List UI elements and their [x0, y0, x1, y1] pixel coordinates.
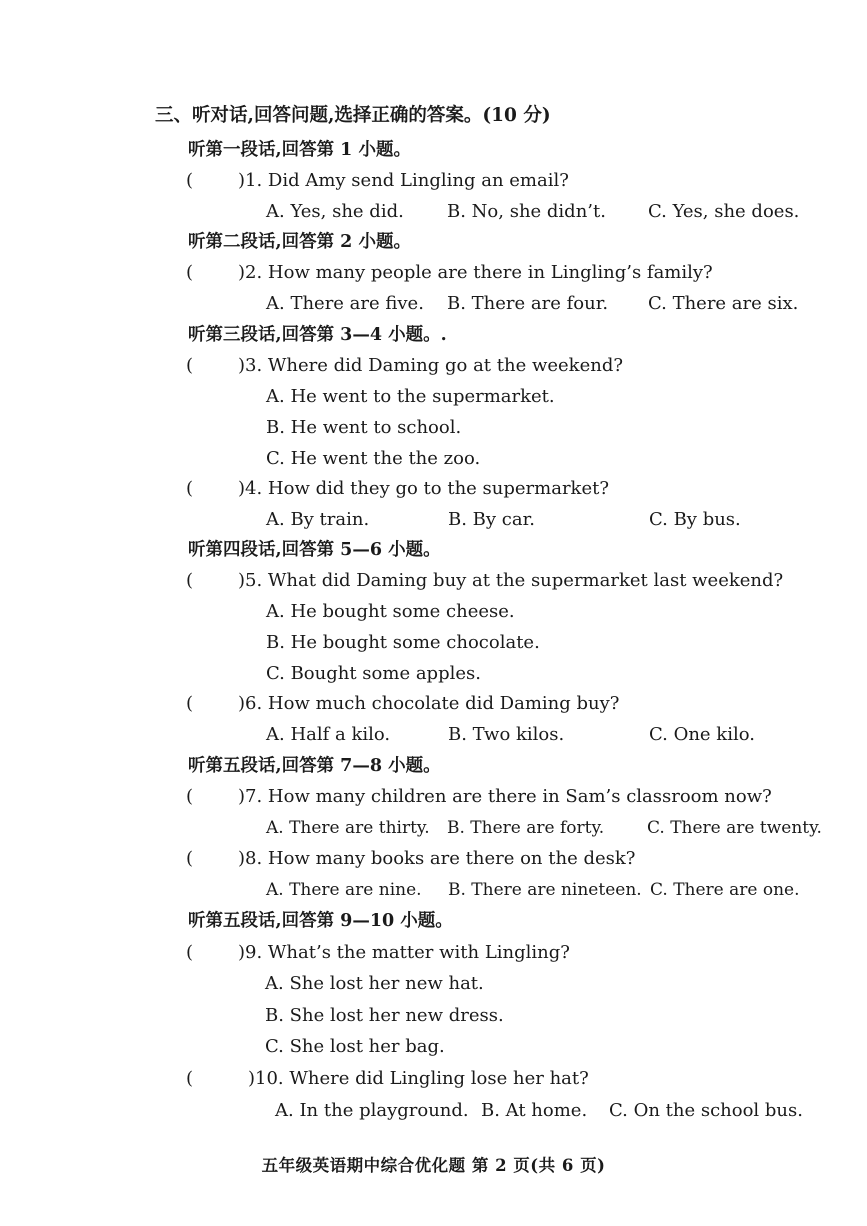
- q3-option-c: C. He went the the zoo.: [266, 448, 481, 469]
- part-heading-3: 听第三段话,回答第 3—4 小题。.: [188, 325, 447, 345]
- q1-option-b: B. No, she didn’t.: [447, 201, 606, 222]
- section-title: 三、听对话,回答问题,选择正确的答案。(10 分): [155, 105, 551, 126]
- question-10: [186, 1067, 589, 1091]
- q2-option-c: C. There are six.: [648, 293, 799, 314]
- q6-option-a: A. Half a kilo.: [266, 724, 391, 745]
- part-heading-4: 听第四段话,回答第 5—6 小题。: [188, 540, 441, 560]
- page-footer: 五年级英语期中综合优化题 第 2 页(共 6 页): [261, 1156, 606, 1175]
- answer-blank[interactable]: (: [186, 693, 194, 714]
- q10-option-b: B. At home.: [481, 1100, 588, 1121]
- question-3: [186, 354, 623, 378]
- question-text: )1. Did Amy send Lingling an email?: [238, 170, 569, 191]
- question-text: )8. How many books are there on the desk?: [238, 848, 636, 869]
- q5-option-b: B. He bought some chocolate.: [266, 632, 540, 653]
- question-2: [186, 261, 713, 285]
- question-9: [186, 941, 570, 965]
- q6-option-b: B. Two kilos.: [448, 724, 565, 745]
- question-6: [186, 692, 619, 716]
- answer-blank[interactable]: (: [186, 262, 194, 283]
- q8-option-b: B. There are nineteen.: [448, 880, 642, 900]
- question-text: )9. What’s the matter with Lingling?: [238, 942, 570, 963]
- question-5: [186, 569, 783, 593]
- q3-option-b: B. He went to school.: [266, 417, 462, 438]
- part-heading-2: 听第二段话,回答第 2 小题。: [188, 232, 411, 252]
- answer-blank[interactable]: (: [186, 942, 194, 963]
- q5-option-c: C. Bought some apples.: [266, 663, 481, 684]
- q7-option-a: A. There are thirty.: [266, 818, 430, 838]
- answer-blank[interactable]: (: [186, 355, 194, 376]
- q3-option-a: A. He went to the supermarket.: [266, 386, 555, 407]
- question-4: [186, 477, 609, 501]
- question-1: [186, 169, 569, 193]
- question-text: )3. Where did Daming go at the weekend?: [238, 355, 623, 376]
- part-heading-6: 听第五段话,回答第 9—10 小题。: [188, 911, 453, 931]
- question-text: )10. Where did Lingling lose her hat?: [248, 1068, 589, 1089]
- question-text: )4. How did they go to the supermarket?: [238, 478, 610, 499]
- part-heading-1: 听第一段话,回答第 1 小题。: [188, 140, 411, 160]
- question-text: )6. How much chocolate did Daming buy?: [238, 693, 620, 714]
- q6-option-c: C. One kilo.: [649, 724, 755, 745]
- answer-blank[interactable]: (: [186, 570, 194, 591]
- q1-option-a: A. Yes, she did.: [266, 201, 404, 222]
- part-heading-5: 听第五段话,回答第 7—8 小题。: [188, 756, 441, 776]
- q9-option-a: A. She lost her new hat.: [265, 973, 484, 994]
- q7-option-b: B. There are forty.: [447, 818, 605, 838]
- answer-blank[interactable]: (: [186, 170, 194, 191]
- q2-option-a: A. There are five.: [266, 293, 424, 314]
- q4-option-b: B. By car.: [448, 509, 535, 530]
- answer-blank[interactable]: (: [186, 478, 194, 499]
- q10-option-a: A. In the playground.: [275, 1100, 469, 1121]
- question-7: [186, 785, 772, 809]
- q2-option-b: B. There are four.: [447, 293, 609, 314]
- q5-option-a: A. He bought some cheese.: [266, 601, 515, 622]
- answer-blank[interactable]: (: [186, 848, 194, 869]
- q8-option-c: C. There are one.: [650, 880, 800, 900]
- q9-option-b: B. She lost her new dress.: [265, 1005, 504, 1026]
- question-text: )7. How many children are there in Sam’s classroom now?: [238, 786, 772, 807]
- q8-option-a: A. There are nine.: [266, 880, 422, 900]
- question-text: )2. How many people are there in Lingling’s family?: [238, 262, 713, 283]
- q4-option-c: C. By bus.: [649, 509, 741, 530]
- q10-option-c: C. On the school bus.: [609, 1100, 803, 1121]
- question-8: [186, 847, 635, 871]
- q4-option-a: A. By train.: [266, 509, 370, 530]
- question-text: )5. What did Daming buy at the supermarket last weekend?: [238, 570, 784, 591]
- answer-blank[interactable]: (: [186, 1068, 194, 1089]
- answer-blank[interactable]: (: [186, 786, 194, 807]
- q1-option-c: C. Yes, she does.: [648, 201, 800, 222]
- q9-option-c: C. She lost her bag.: [265, 1036, 445, 1057]
- q7-option-c: C. There are twenty.: [647, 818, 822, 838]
